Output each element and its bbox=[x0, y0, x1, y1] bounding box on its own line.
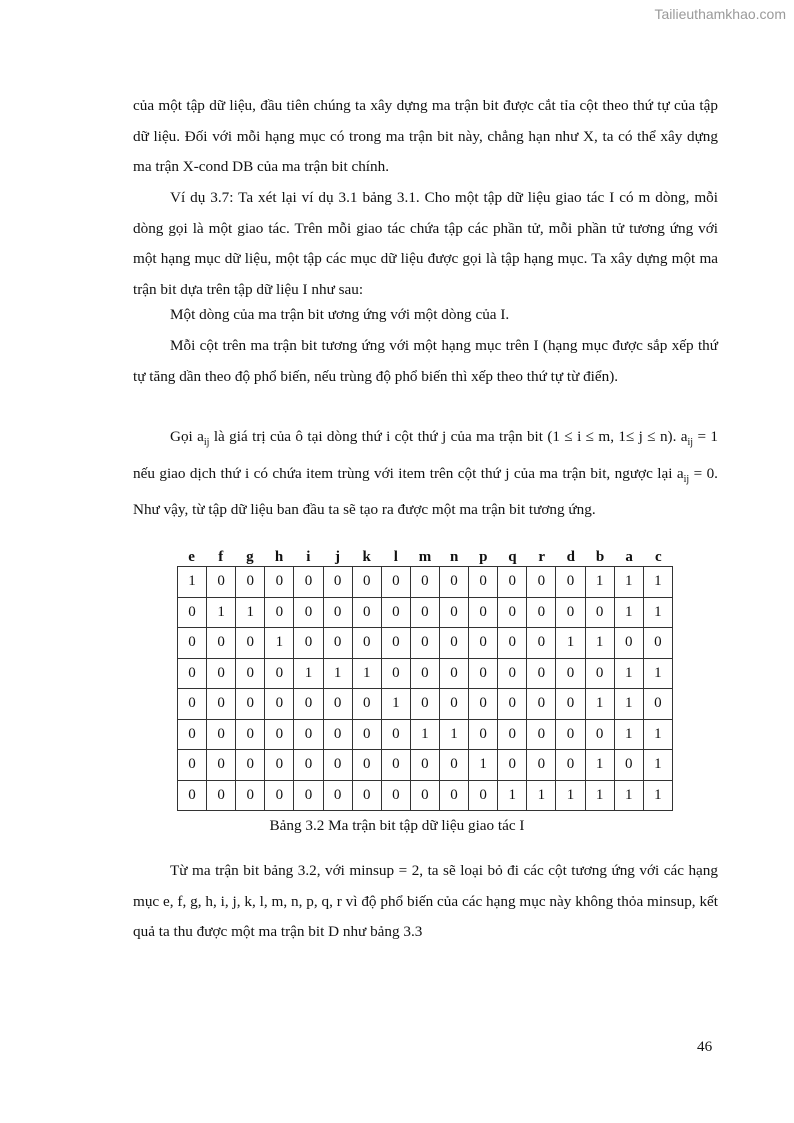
table-cell: 0 bbox=[178, 597, 207, 628]
table-cell: 0 bbox=[352, 780, 381, 811]
table-cell: 0 bbox=[498, 719, 527, 750]
table-cell: 1 bbox=[585, 780, 614, 811]
table-cell: 0 bbox=[381, 780, 410, 811]
column-header: e bbox=[188, 549, 195, 565]
column-header: h bbox=[274, 549, 284, 565]
table-cell: 0 bbox=[294, 689, 323, 720]
table-cell: 0 bbox=[207, 689, 236, 720]
table-cell: 0 bbox=[556, 689, 585, 720]
table-cell: 0 bbox=[410, 750, 439, 781]
table-cell: 0 bbox=[643, 628, 672, 659]
table-cell: 0 bbox=[585, 597, 614, 628]
table-cell: 0 bbox=[323, 780, 352, 811]
paragraph-conclusion: Từ ma trận bit bảng 3.2, với minsup = 2, ta sẽ loại bỏ đi các cột tương ứng với các hạng mục e, f, g, h, i, j, k, l, m, n, p, q, r vì độ phổ biến của các hạng mục này không thỏa minsup, kết quả ta thu được một ma trận bit D như bảng 3.3 bbox=[133, 862, 718, 940]
table-cell: 0 bbox=[381, 658, 410, 689]
table-cell: 0 bbox=[439, 597, 468, 628]
table-cell: 0 bbox=[556, 597, 585, 628]
table-cell: 0 bbox=[323, 597, 352, 628]
table-cell: 0 bbox=[527, 689, 556, 720]
table-cell: 1 bbox=[643, 658, 672, 689]
page-number: 46 bbox=[697, 1038, 713, 1055]
table-cell: 0 bbox=[352, 567, 381, 598]
table-cell: 0 bbox=[381, 567, 410, 598]
table-caption: Bảng 3.2 Ma trận bit tập dữ liệu giao tác I bbox=[269, 817, 525, 834]
table-cell: 0 bbox=[498, 750, 527, 781]
table-cell: 1 bbox=[207, 597, 236, 628]
table-cell: 0 bbox=[556, 719, 585, 750]
table-cell: 0 bbox=[556, 750, 585, 781]
table-cell: 0 bbox=[352, 719, 381, 750]
table-cell: 1 bbox=[178, 567, 207, 598]
table-cell: 0 bbox=[381, 628, 410, 659]
table-cell: 1 bbox=[643, 597, 672, 628]
column-header: m bbox=[418, 549, 432, 565]
paragraph-column-rule: Mỗi cột trên ma trận bit tương ứng với một hạng mục trên I (hạng mục được sắp xếp thứ tự tăng dần theo độ phổ biến, nếu trùng độ phổ biến thì xếp theo thứ tự từ điển). bbox=[133, 337, 718, 385]
table-cell: 0 bbox=[265, 658, 294, 689]
paragraph-example: Ví dụ 3.7: Ta xét lại ví dụ 3.1 bảng 3.1. Cho một tập dữ liệu giao tác I có m dòng, mỗi dòng gọi là một giao tác. Trên mỗi giao tác chứa tập các phần tử, mỗi phần tử tương ứng với một hạng mục dữ liệu, một tập các mục dữ liệu được gọi là tập hạng mục. Ta xây dựng một ma trận bit dựa trên tập dữ liệu I như sau: bbox=[133, 189, 718, 298]
column-header: c bbox=[655, 549, 662, 565]
column-header: d bbox=[566, 549, 575, 565]
table-cell: 0 bbox=[236, 628, 265, 659]
table-cell: 0 bbox=[207, 567, 236, 598]
table-cell: 0 bbox=[178, 750, 207, 781]
table-header-row bbox=[177, 548, 673, 566]
table-cell: 0 bbox=[352, 597, 381, 628]
table-cell: 1 bbox=[352, 658, 381, 689]
column-header: f bbox=[218, 549, 224, 565]
table-row bbox=[178, 628, 673, 659]
table-cell: 0 bbox=[294, 628, 323, 659]
paragraph-row-rule: Một dòng của ma trận bit ương ứng với một dòng của I. bbox=[170, 306, 510, 323]
table-cell: 1 bbox=[585, 567, 614, 598]
table-cell: 0 bbox=[323, 567, 352, 598]
table-cell: 0 bbox=[265, 689, 294, 720]
table-cell: 0 bbox=[498, 597, 527, 628]
table-cell: 0 bbox=[556, 658, 585, 689]
table-cell: 0 bbox=[469, 597, 498, 628]
bit-matrix-table bbox=[177, 566, 673, 811]
table-cell: 0 bbox=[469, 719, 498, 750]
column-header: q bbox=[508, 549, 517, 565]
table-cell: 1 bbox=[556, 780, 585, 811]
table-cell: 0 bbox=[469, 628, 498, 659]
table-cell: 0 bbox=[236, 750, 265, 781]
table-cell: 1 bbox=[614, 689, 643, 720]
table-cell: 1 bbox=[614, 780, 643, 811]
table-cell: 1 bbox=[469, 750, 498, 781]
table-cell: 0 bbox=[236, 719, 265, 750]
table-cell: 0 bbox=[265, 750, 294, 781]
table-cell: 0 bbox=[439, 567, 468, 598]
table-cell: 1 bbox=[381, 689, 410, 720]
table-cell: 0 bbox=[410, 658, 439, 689]
table-cell: 0 bbox=[585, 719, 614, 750]
table-cell: 0 bbox=[410, 689, 439, 720]
table-cell: 0 bbox=[323, 628, 352, 659]
table-cell: 0 bbox=[498, 628, 527, 659]
table-cell: 0 bbox=[498, 658, 527, 689]
table-cell: 0 bbox=[352, 628, 381, 659]
table-cell: 0 bbox=[178, 689, 207, 720]
table-cell: 0 bbox=[236, 658, 265, 689]
table-cell: 0 bbox=[178, 628, 207, 659]
table-cell: 0 bbox=[410, 567, 439, 598]
table-cell: 0 bbox=[614, 628, 643, 659]
table-cell: 0 bbox=[207, 628, 236, 659]
table-cell: 0 bbox=[527, 658, 556, 689]
column-header: k bbox=[362, 549, 371, 565]
column-header: r bbox=[538, 549, 545, 565]
table-cell: 0 bbox=[323, 750, 352, 781]
table-cell: 1 bbox=[585, 689, 614, 720]
table-cell: 0 bbox=[439, 689, 468, 720]
table-cell: 0 bbox=[323, 689, 352, 720]
table-cell: 1 bbox=[614, 719, 643, 750]
table-cell: 0 bbox=[614, 750, 643, 781]
table-cell: 0 bbox=[527, 719, 556, 750]
table-cell: 0 bbox=[294, 719, 323, 750]
paragraph-1: của một tập dữ liệu, đầu tiên chúng ta xây dựng ma trận bit được cắt tỉa cột theo thứ tự của tập dữ liệu. Đối với mỗi hạng mục có trong ma trận bit này, chẳng hạn như X, ta có thể xây dựng ma trận X-cond DB của ma trận bit chính. bbox=[133, 97, 718, 175]
table-cell: 1 bbox=[585, 628, 614, 659]
table-cell: 0 bbox=[236, 567, 265, 598]
column-header: b bbox=[595, 549, 605, 565]
paragraph-definition: Gọi $a_{ij}$ là giá trị của ô tại dòng thứ i cột thứ j của ma trận bit (1 ≤ i ≤ m, 1≤ j ≤ n). $a_{ij} = 1$ nếu giao dịch thứ i có chứa item trùng với item trên cột thứ j của ma trận bit, ngược lại $a_{ij} = 0$. Như vậy, từ tập dữ liệu ban đầu ta sẽ tạo ra được một ma trận bit tương ứng. bbox=[133, 428, 718, 519]
table-cell: 1 bbox=[585, 750, 614, 781]
table-cell: 0 bbox=[498, 567, 527, 598]
table-cell: 0 bbox=[207, 719, 236, 750]
table-row bbox=[178, 780, 673, 811]
table-cell: 1 bbox=[294, 658, 323, 689]
table-cell: 0 bbox=[381, 597, 410, 628]
column-header: l bbox=[393, 549, 398, 565]
table-cell: 0 bbox=[410, 597, 439, 628]
table-cell: 0 bbox=[265, 719, 294, 750]
column-header: j bbox=[334, 549, 340, 565]
table-cell: 0 bbox=[469, 689, 498, 720]
table-cell: 1 bbox=[643, 719, 672, 750]
table-cell: 1 bbox=[643, 780, 672, 811]
table-cell: 1 bbox=[498, 780, 527, 811]
table-cell: 0 bbox=[643, 689, 672, 720]
table-cell: 0 bbox=[439, 750, 468, 781]
table-cell: 0 bbox=[265, 597, 294, 628]
column-header: n bbox=[449, 549, 459, 565]
table-cell: 0 bbox=[294, 567, 323, 598]
table-cell: 1 bbox=[236, 597, 265, 628]
table-cell: 1 bbox=[265, 628, 294, 659]
table-cell: 1 bbox=[643, 567, 672, 598]
table-cell: 0 bbox=[410, 780, 439, 811]
table-cell: 0 bbox=[207, 658, 236, 689]
column-header: g bbox=[246, 549, 254, 565]
table-cell: 0 bbox=[178, 658, 207, 689]
table-cell: 1 bbox=[410, 719, 439, 750]
table-row bbox=[178, 658, 673, 689]
table-cell: 0 bbox=[469, 567, 498, 598]
table-cell: 0 bbox=[439, 658, 468, 689]
table-cell: 0 bbox=[236, 780, 265, 811]
table-row bbox=[178, 719, 673, 750]
table-cell: 0 bbox=[556, 567, 585, 598]
column-header: a bbox=[625, 549, 633, 565]
table-cell: 0 bbox=[469, 780, 498, 811]
table-cell: 0 bbox=[381, 719, 410, 750]
table-cell: 1 bbox=[614, 597, 643, 628]
table-cell: 1 bbox=[614, 658, 643, 689]
table-cell: 0 bbox=[527, 628, 556, 659]
table-cell: 0 bbox=[527, 567, 556, 598]
table-cell: 0 bbox=[439, 628, 468, 659]
table-cell: 0 bbox=[265, 567, 294, 598]
table-cell: 0 bbox=[498, 689, 527, 720]
table-cell: 1 bbox=[527, 780, 556, 811]
table-cell: 0 bbox=[294, 597, 323, 628]
table-cell: 0 bbox=[265, 780, 294, 811]
table-row bbox=[178, 750, 673, 781]
table-cell: 0 bbox=[207, 750, 236, 781]
table-cell: 1 bbox=[556, 628, 585, 659]
table-cell: 0 bbox=[236, 689, 265, 720]
table-cell: 1 bbox=[643, 750, 672, 781]
column-header: p bbox=[479, 549, 488, 565]
table-cell: 0 bbox=[439, 780, 468, 811]
watermark: Tailieuthamkhao.com bbox=[654, 6, 786, 22]
table-cell: 0 bbox=[410, 628, 439, 659]
table-cell: 0 bbox=[294, 780, 323, 811]
table-cell: 0 bbox=[178, 719, 207, 750]
table-row bbox=[178, 597, 673, 628]
column-header: i bbox=[306, 549, 311, 565]
table-cell: 1 bbox=[323, 658, 352, 689]
table-cell: 0 bbox=[294, 750, 323, 781]
table-cell: 0 bbox=[323, 719, 352, 750]
table-cell: 1 bbox=[439, 719, 468, 750]
table-cell: 0 bbox=[585, 658, 614, 689]
table-cell: 0 bbox=[527, 597, 556, 628]
table-cell: 0 bbox=[207, 780, 236, 811]
table-cell: 0 bbox=[469, 658, 498, 689]
table-row bbox=[178, 567, 673, 598]
table-row bbox=[178, 689, 673, 720]
table-cell: 0 bbox=[527, 750, 556, 781]
table-cell: 1 bbox=[614, 567, 643, 598]
table-cell: 0 bbox=[352, 689, 381, 720]
table-cell: 0 bbox=[178, 780, 207, 811]
table-cell: 0 bbox=[381, 750, 410, 781]
table-cell: 0 bbox=[352, 750, 381, 781]
